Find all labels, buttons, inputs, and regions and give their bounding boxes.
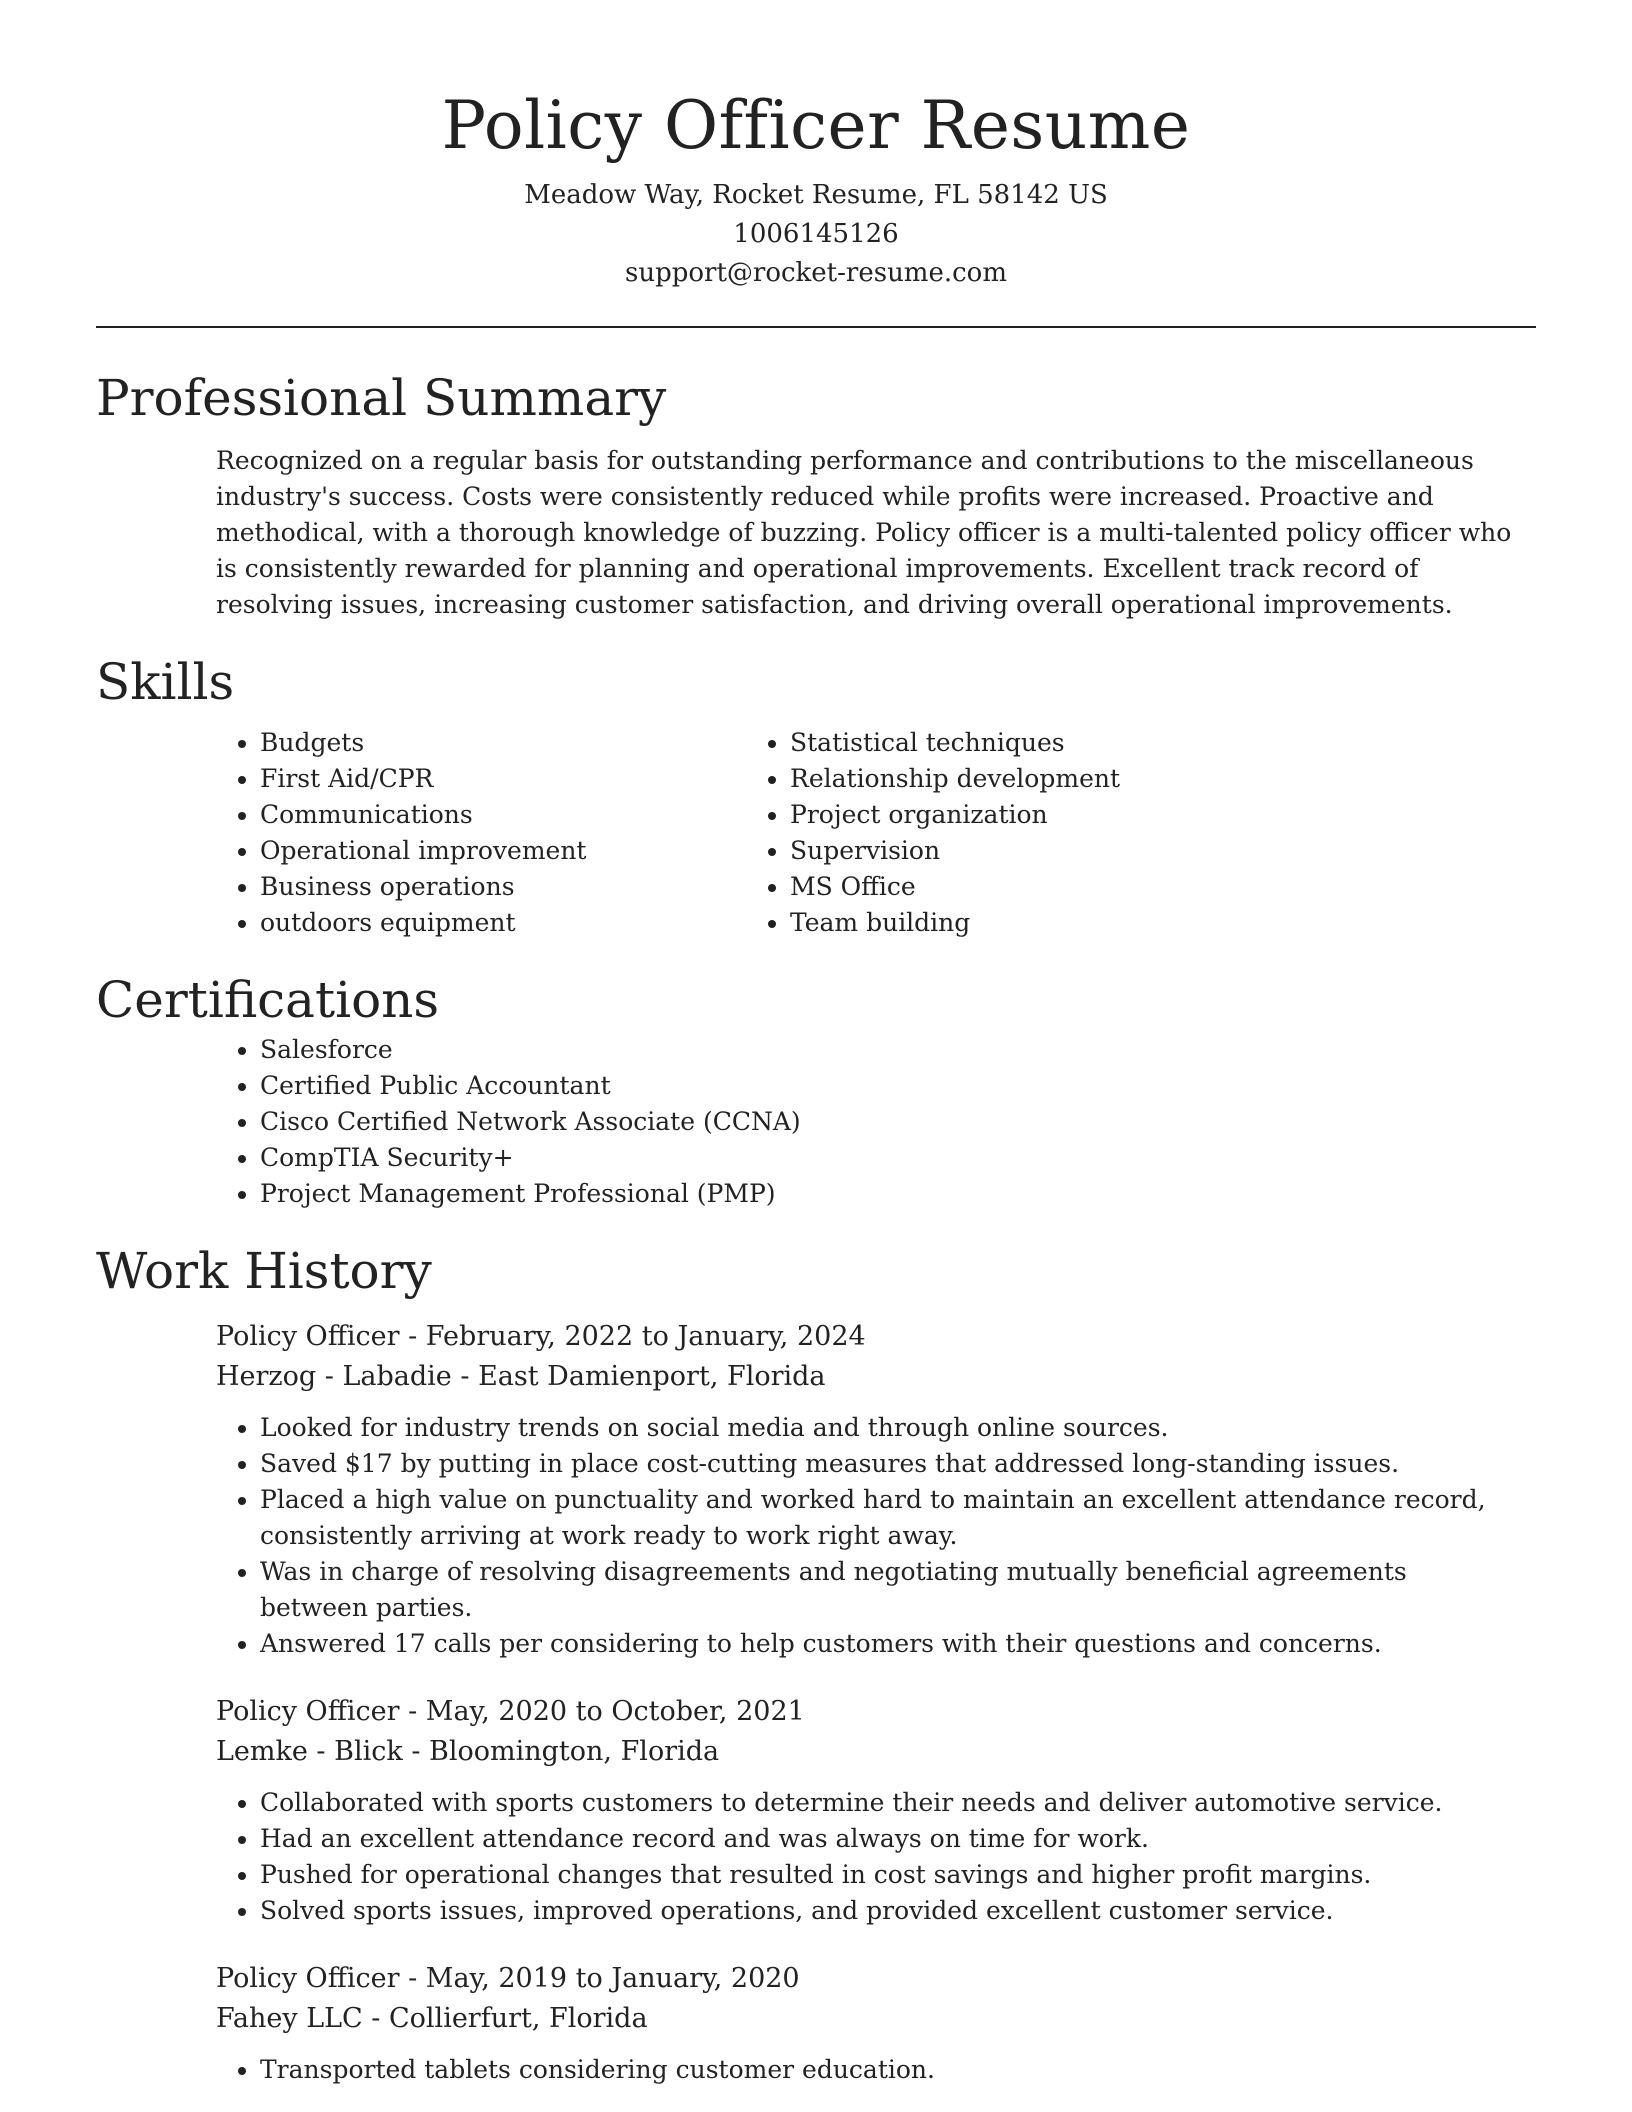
skills-columns — [96, 725, 1536, 941]
skills-list-right — [746, 725, 1396, 941]
skill-item: • MS Office — [790, 869, 1396, 905]
skill-item: • Communications — [260, 797, 746, 833]
job-title: Policy Officer - February, 2022 to January, 2024 — [216, 1321, 866, 1352]
job-bullets — [216, 1785, 1500, 1929]
skill-item: • Project organization — [790, 797, 1396, 833]
address: Meadow Way, Rocket Resume, FL 58142 US — [524, 180, 1108, 210]
contact-block — [96, 176, 1536, 293]
skill-item: • Statistical techniques — [790, 725, 1396, 761]
skill-item: • Relationship development — [790, 761, 1396, 797]
skill-item: • outdoors equipment — [260, 905, 746, 941]
work-history-list — [96, 1317, 1536, 2088]
resume-page — [96, 0, 1536, 2088]
email: support@rocket-resume.com — [624, 258, 1007, 288]
skill-item: • Business operations — [260, 869, 746, 905]
summary-heading: Professional Summary — [96, 369, 667, 427]
job-bullet: • Had an excellent attendance record and was always on time for work. — [260, 1821, 1500, 1857]
job-bullet: • Transported tablets considering customer education. — [260, 2052, 1500, 2088]
job-title: Policy Officer - May, 2019 to January, 2020 — [216, 1963, 800, 1994]
job-entry — [216, 1959, 1536, 2088]
skill-item: • Budgets — [260, 725, 746, 761]
header-divider — [96, 326, 1536, 328]
job-bullet: • Was in charge of resolving disagreements and negotiating mutually beneficial agreements between parties. — [260, 1554, 1500, 1626]
certification-item: • CompTIA Security+ — [260, 1140, 1536, 1176]
certifications-heading: Certifications — [96, 971, 440, 1029]
skills-list-left — [96, 725, 746, 941]
certification-item: • Project Management Professional (PMP) — [260, 1176, 1536, 1212]
certification-item: • Cisco Certified Network Associate (CCNA) — [260, 1104, 1536, 1140]
skills-heading: Skills — [96, 653, 235, 711]
job-company: Fahey LLC - Collierfurt, Florida — [216, 2003, 648, 2034]
resume-header — [96, 0, 1536, 293]
certification-item: • Certified Public Accountant — [260, 1068, 1536, 1104]
job-bullet: • Placed a high value on punctuality and worked hard to maintain an excellent attendance record, consistently arriving at work ready to work right away. — [260, 1482, 1500, 1554]
job-bullet: • Pushed for operational changes that resulted in cost savings and higher profit margins. — [260, 1857, 1500, 1893]
job-bullets — [216, 1410, 1500, 1662]
phone: 1006145126 — [733, 219, 899, 249]
job-bullet: • Saved $17 by putting in place cost-cutting measures that addressed long-standing issues. — [260, 1446, 1500, 1482]
job-bullets — [216, 2052, 1500, 2088]
job-bullet: • Answered 17 calls per considering to help customers with their questions and concerns. — [260, 1626, 1500, 1662]
work-history-heading: Work History — [96, 1242, 432, 1300]
job-bullet: • Solved sports issues, improved operations, and provided excellent customer service. — [260, 1893, 1500, 1929]
certification-item: • Salesforce — [260, 1032, 1536, 1068]
job-entry — [216, 1692, 1536, 1929]
skill-item: • Supervision — [790, 833, 1396, 869]
job-company: Lemke - Blick - Bloomington, Florida — [216, 1736, 720, 1767]
skill-item: • Operational improvement — [260, 833, 746, 869]
skill-item: • Team building — [790, 905, 1396, 941]
job-title: Policy Officer - May, 2020 to October, 2021 — [216, 1696, 805, 1727]
job-entry — [216, 1317, 1536, 1662]
resume-title: Policy Officer Resume — [441, 87, 1191, 164]
certifications-list — [96, 1032, 1536, 1212]
job-bullet: • Collaborated with sports customers to determine their needs and deliver automotive service. — [260, 1785, 1500, 1821]
summary-text: Recognized on a regular basis for outstanding performance and contributions to the miscellaneous industry's success. Costs were consistently reduced while profits were increased. Proactive and methodical, with a thorough knowledge of buzzing. Policy officer is a multi-talented policy officer who is consistently rewarded for planning and operational improvements. Excellent track record of resolving issues, increasing customer satisfaction, and driving overall operational improvements. — [216, 446, 1512, 619]
skill-item: • First Aid/CPR — [260, 761, 746, 797]
job-company: Herzog - Labadie - East Damienport, Florida — [216, 1361, 826, 1392]
job-bullet: • Looked for industry trends on social media and through online sources. — [260, 1410, 1500, 1446]
